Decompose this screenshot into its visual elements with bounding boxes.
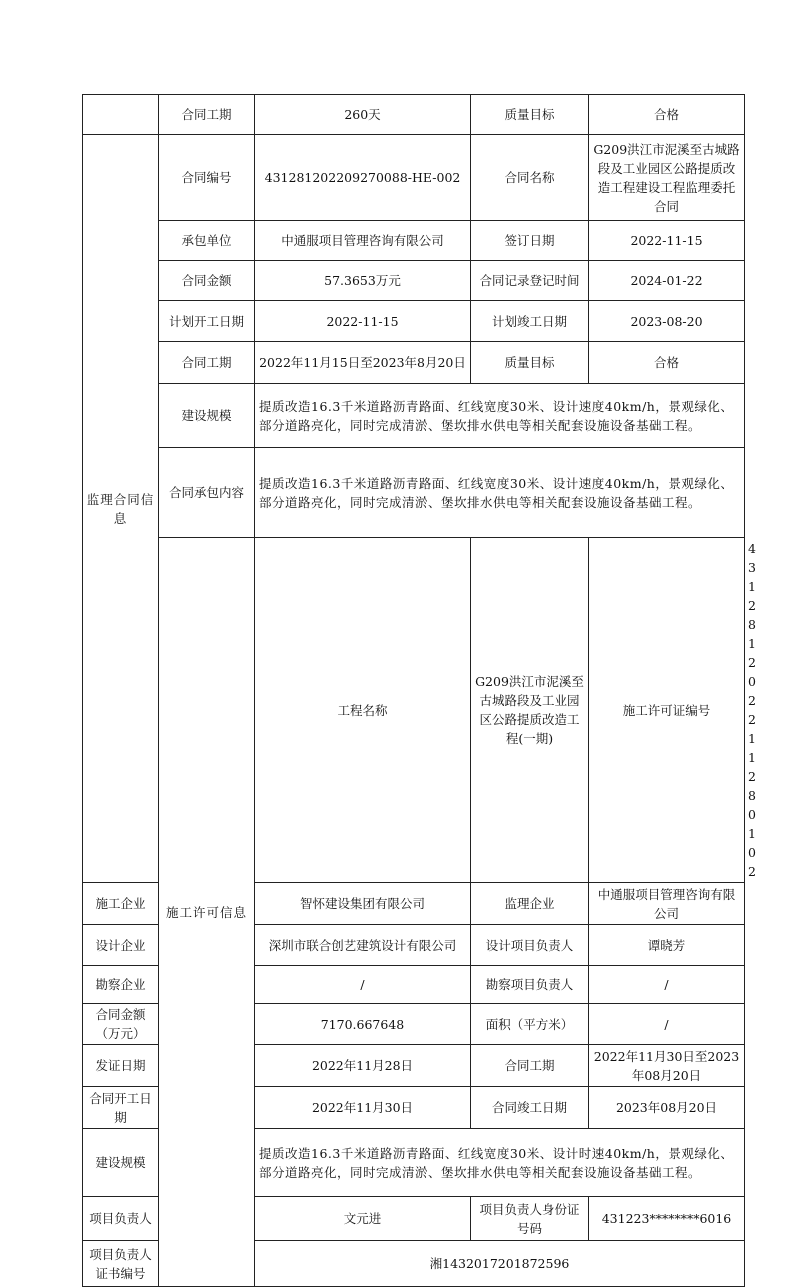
info-table	[82, 94, 756, 1287]
row-permit-project: 施工许可信息 工程名称 G209洪江市泥溪至古城路段及工业园区公路提质改造工程(一期) 施工许可证编号 431281202211280102	[83, 538, 745, 883]
value-cell: 深圳市联合创艺建筑设计有限公司	[255, 925, 471, 966]
value-cell: 文元进	[255, 1197, 471, 1241]
row-supervision-contractor	[83, 221, 745, 261]
label-cell: 发证日期	[83, 1045, 159, 1087]
label-cell: 合同工期	[471, 1045, 589, 1087]
label-cell: 施工许可证编号	[589, 538, 745, 883]
value-cell: 提质改造16.3千米道路沥青路面、红线宽度30米、设计速度40km/h，景观绿化、部分道路亮化，同时完成清淤、堡坎排水供电等相关配套设施设备基础工程。	[255, 448, 745, 538]
value-cell: 2022年11月15日至2023年8月20日	[255, 342, 471, 384]
label-cell: 施工企业	[83, 883, 159, 925]
value-cell: 2022年11月30日至2023年08月20日	[589, 1045, 745, 1087]
row-supervision-content	[83, 448, 745, 538]
value-cell: 2022年11月28日	[255, 1045, 471, 1087]
label-cell: 计划竣工日期	[471, 301, 589, 342]
value-cell: 7170.667648	[255, 1004, 471, 1045]
row-supervision-contract-no	[83, 135, 745, 221]
value-cell: 431281202209270088-HE-002	[255, 135, 471, 221]
label-cell: 项目负责人证书编号	[83, 1241, 159, 1287]
label-cell: 合同工期	[159, 95, 255, 135]
row-supervision-plan	[83, 301, 745, 342]
label-cell: 合同记录登记时间	[471, 261, 589, 301]
value-cell: 2022-11-15	[255, 301, 471, 342]
label-cell: 建设规模	[159, 384, 255, 448]
row-supervision-scale	[83, 384, 745, 448]
value-cell: 2022-11-15	[589, 221, 745, 261]
value-cell: 2023-08-20	[589, 301, 745, 342]
label-cell: 计划开工日期	[159, 301, 255, 342]
label-cell: 合同竣工日期	[471, 1087, 589, 1129]
value-cell: 合格	[589, 95, 745, 135]
value-cell: 中通服项目管理咨询有限公司	[255, 221, 471, 261]
row-supervision-amount	[83, 261, 745, 301]
label-cell: 质量目标	[471, 342, 589, 384]
label-cell: 面积（平方米）	[471, 1004, 589, 1045]
value-cell: 谭晓芳	[589, 925, 745, 966]
value-cell: 2024-01-22	[589, 261, 745, 301]
label-cell: 签订日期	[471, 221, 589, 261]
section-permit: 施工许可信息	[159, 538, 255, 1287]
value-cell: 提质改造16.3千米道路沥青路面、红线宽度30米、设计时速40km/h，景观绿化、部分道路亮化，同时完成清淤、堡坎排水供电等相关配套设施设备基础工程。	[255, 1129, 745, 1197]
value-cell: 431223********6016	[589, 1197, 745, 1241]
row-supervision-period	[83, 342, 745, 384]
value-cell: 2022年11月30日	[255, 1087, 471, 1129]
label-cell: 合同工期	[159, 342, 255, 384]
label-cell: 建设规模	[83, 1129, 159, 1197]
label-cell: 合同金额	[159, 261, 255, 301]
value-cell: 中通服项目管理咨询有限公司	[589, 883, 745, 925]
value-cell: 湘1432017201872596	[255, 1241, 745, 1287]
value-cell: /	[589, 966, 745, 1004]
label-cell: 监理企业	[471, 883, 589, 925]
label-cell: 合同编号	[159, 135, 255, 221]
value-cell: /	[255, 966, 471, 1004]
value-cell: 2023年08月20日	[589, 1087, 745, 1129]
label-cell: 勘察项目负责人	[471, 966, 589, 1004]
value-cell: 合格	[589, 342, 745, 384]
value-cell: /	[589, 1004, 745, 1045]
row-top-period	[83, 95, 745, 135]
label-cell: 合同金额（万元）	[83, 1004, 159, 1045]
value-cell: 智怀建设集团有限公司	[255, 883, 471, 925]
value-cell: 57.3653万元	[255, 261, 471, 301]
label-cell: 项目负责人身份证号码	[471, 1197, 589, 1241]
label-cell: 合同承包内容	[159, 448, 255, 538]
label-cell: 设计企业	[83, 925, 159, 966]
label-cell: 设计项目负责人	[471, 925, 589, 966]
value-cell: 提质改造16.3千米道路沥青路面、红线宽度30米、设计速度40km/h，景观绿化、部分道路亮化，同时完成清淤、堡坎排水供电等相关配套设施设备基础工程。	[255, 384, 745, 448]
section-supervision: 监理合同信息	[83, 135, 159, 883]
value-cell: G209洪江市泥溪至古城路段及工业园区公路提质改造工程建设工程监理委托合同	[589, 135, 745, 221]
value-cell: G209洪江市泥溪至古城路段及工业园区公路提质改造工程(一期)	[471, 538, 589, 883]
label-cell: 合同名称	[471, 135, 589, 221]
blank-cell	[83, 95, 159, 135]
label-cell: 承包单位	[159, 221, 255, 261]
label-cell: 工程名称	[255, 538, 471, 883]
label-cell: 质量目标	[471, 95, 589, 135]
label-cell: 项目负责人	[83, 1197, 159, 1241]
label-cell: 勘察企业	[83, 966, 159, 1004]
value-cell: 260天	[255, 95, 471, 135]
label-cell: 合同开工日期	[83, 1087, 159, 1129]
